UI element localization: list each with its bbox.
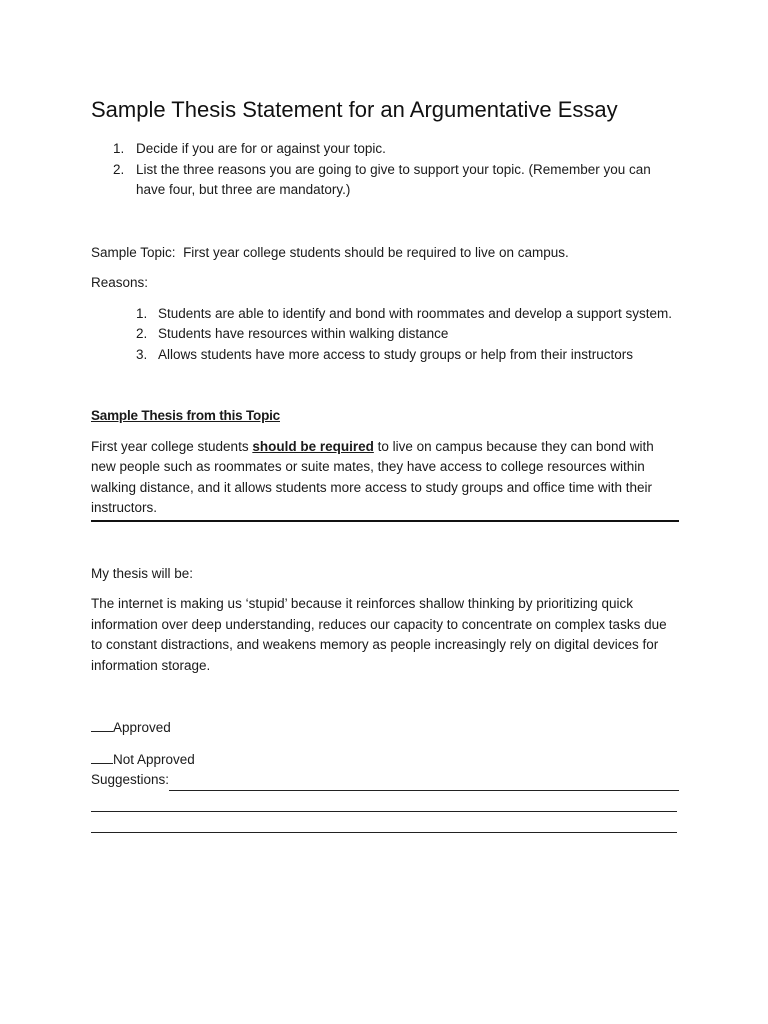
sample-thesis-before: First year college students	[91, 438, 253, 454]
approved-option[interactable]	[91, 717, 679, 739]
reason-item	[91, 324, 679, 345]
reason-item	[91, 345, 679, 366]
sample-topic	[91, 243, 679, 264]
suggestions-line-3[interactable]	[91, 813, 677, 833]
step-text: Decide if you are for or against your topic.	[136, 141, 386, 156]
reason-number: 2.	[136, 326, 148, 341]
not-approved-label: Not Approved	[113, 751, 195, 767]
sample-thesis-after: to live on campus because they can bond with new people such as roommates or suite mates, they have access to college resources within walking distance, and it allows students more access to study groups and office time with their instructors.	[91, 438, 654, 515]
not-approved-option[interactable]	[91, 749, 679, 771]
document-title: Sample Thesis Statement for an Argumentative Essay	[91, 97, 618, 122]
reason-number: 3.	[136, 346, 148, 362]
reason-number: 1.	[136, 305, 148, 321]
instruction-step	[91, 139, 679, 160]
reason-item	[91, 304, 679, 325]
reasons-list	[91, 304, 679, 366]
sample-topic-label: Sample Topic:	[91, 244, 176, 260]
instruction-step	[91, 160, 679, 201]
reason-text: Allows students have more access to study groups or help from their instructors	[158, 346, 633, 362]
step-number: 2.	[113, 161, 125, 177]
sample-topic-text: First year college students should be required to live on campus.	[183, 244, 569, 260]
suggestions-line[interactable]	[169, 774, 679, 791]
my-thesis-text: The internet is making us ‘stupid’ because it reinforces shallow thinking by prioritizing quick information over deep understanding, reduces our capacity to concentrate on complex tasks due to constant distractions, and weakens memory as people increasingly rely on digital devices for information storage.	[91, 596, 667, 673]
suggestions-label: Suggestions:	[91, 772, 170, 787]
approved-label: Approved	[113, 720, 171, 735]
reason-text: Students are able to identify and bond with roommates and develop a support system.	[158, 305, 673, 321]
step-number: 1.	[113, 141, 125, 156]
my-thesis-label: My thesis will be:	[91, 565, 194, 581]
reasons-label: Reasons:	[91, 275, 149, 290]
suggestions-row	[91, 770, 679, 791]
reason-text: Students have resources within walking distance	[158, 326, 449, 341]
not-approved-checkbox-line[interactable]	[91, 749, 113, 764]
sample-thesis-emphasis: should be required	[252, 438, 374, 454]
sample-thesis-heading: Sample Thesis from this Topic	[91, 408, 280, 423]
step-text: List the three reasons you are going to give to support your topic. (Remember you can have four, but three are mandatory.)	[136, 161, 651, 197]
document-content	[91, 95, 679, 833]
approved-checkbox-line[interactable]	[91, 717, 113, 732]
sample-thesis-paragraph	[91, 437, 679, 519]
instruction-steps-list	[91, 139, 679, 201]
suggestions-line-2[interactable]	[91, 792, 677, 812]
